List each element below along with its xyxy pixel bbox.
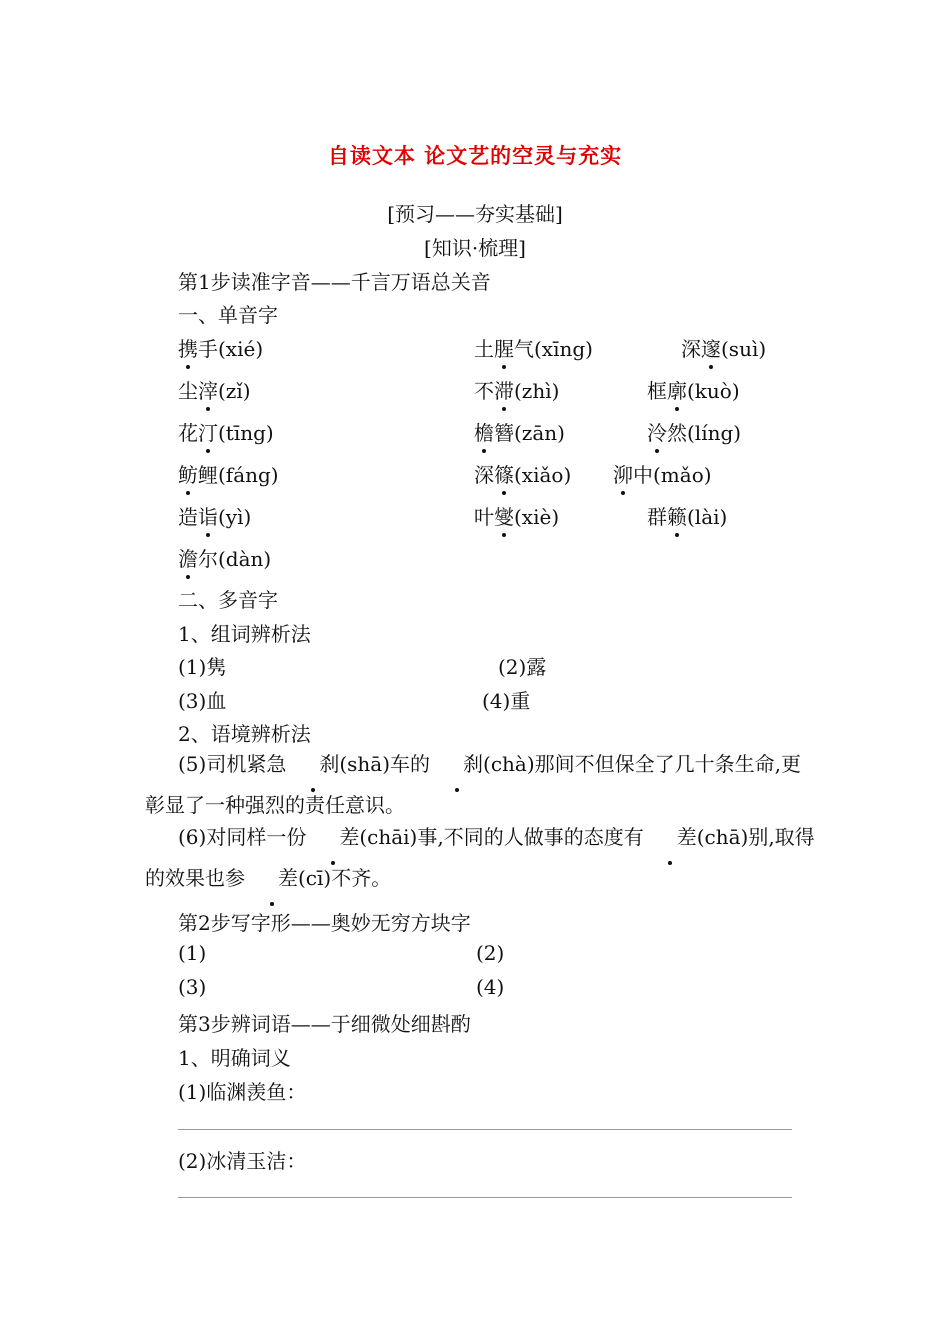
text-run: (chā)别,取得的效果也参 xyxy=(145,825,815,890)
pronunciation-item xyxy=(647,375,740,404)
emphasis-char: 檐 xyxy=(474,417,494,446)
text-run: (yì) xyxy=(218,505,252,529)
text-run: 土 xyxy=(474,337,494,361)
text-run: 中(mǎo) xyxy=(633,463,712,487)
text-run: 叶 xyxy=(474,505,494,529)
step2-item: (4) xyxy=(476,975,505,999)
context-item-6 xyxy=(145,817,815,899)
method1-heading: 1、组词辨析法 xyxy=(178,622,311,646)
text-run: 手(xié) xyxy=(198,337,264,361)
emphasis-char: 滞 xyxy=(494,375,514,404)
text-run: (5)司机紧急 xyxy=(178,752,287,776)
text-run: (zǐ) xyxy=(218,379,251,403)
text-run: 深 xyxy=(681,337,701,361)
text-run: 深 xyxy=(474,463,494,487)
emphasis-char: 汀 xyxy=(198,417,218,446)
text-run: (zhì) xyxy=(514,379,560,403)
text-run: (xiè) xyxy=(514,505,560,529)
text-run: (kuò) xyxy=(687,379,740,403)
step2-item: (3) xyxy=(178,975,207,999)
text-run: 框 xyxy=(647,379,667,403)
pronunciation-item xyxy=(474,501,559,530)
emphasis-char: 廓 xyxy=(667,375,687,404)
pronunciation-item xyxy=(647,417,741,446)
text-run: 尘 xyxy=(178,379,198,403)
text-run: 气(xīng) xyxy=(514,337,593,361)
text-run: 然(líng) xyxy=(667,421,742,445)
text-run: (cī)不齐。 xyxy=(298,866,392,890)
context-item-5 xyxy=(145,744,815,826)
pronunciation-item xyxy=(613,459,712,488)
pronunciation-item xyxy=(178,501,251,530)
emphasis-char: 鲂 xyxy=(178,459,198,488)
emphasis-char: 差 xyxy=(245,858,298,899)
method1-item: (2)露 xyxy=(498,655,547,679)
subsection-header: [知识·梳理] xyxy=(424,236,526,260)
text-run: (6)对同样一份 xyxy=(178,825,307,849)
answer-line[interactable] xyxy=(178,1129,792,1130)
step1-heading: 第1步读准字音——千言万语总关音 xyxy=(178,270,491,294)
page-title: 自读文本 论文艺的空灵与充实 xyxy=(327,144,623,168)
pronunciation-item xyxy=(178,459,279,488)
text-run: 造 xyxy=(178,505,198,529)
emphasis-char: 澹 xyxy=(178,543,198,572)
emphasis-char: 邃 xyxy=(701,333,721,362)
text-run: (shā)车的 xyxy=(339,752,431,776)
pronunciation-item xyxy=(647,501,727,530)
emphasis-char: 泠 xyxy=(647,417,667,446)
text-run: 尔(dàn) xyxy=(198,547,272,571)
text-run: (suì) xyxy=(721,337,767,361)
text-run: (lài) xyxy=(687,505,728,529)
method1-item: (1)隽 xyxy=(178,655,227,679)
text-run: (chà)那间不但保全了几十条生命,更彰显了一种强烈的责任意识。 xyxy=(145,752,801,817)
step3-part1-heading: 1、明确词义 xyxy=(178,1046,291,1070)
method1-item: (4)重 xyxy=(482,689,531,713)
pronunciation-item xyxy=(474,459,571,488)
part1-heading: 一、单音字 xyxy=(178,303,278,327)
method2-heading: 2、语境辨析法 xyxy=(178,722,311,746)
text-run: 花 xyxy=(178,421,198,445)
step3-heading: 第3步辨词语——于细微处细斟酌 xyxy=(178,1012,471,1036)
emphasis-char: 泖 xyxy=(613,459,633,488)
method1-item: (3)血 xyxy=(178,689,227,713)
pronunciation-item xyxy=(178,375,251,404)
section-header: [预习——夯实基础] xyxy=(387,202,563,226)
emphasis-char: 差 xyxy=(644,817,697,858)
word-item: (1)临渊羡鱼： xyxy=(178,1080,307,1104)
pronunciation-item xyxy=(178,333,263,362)
step2-heading: 第2步写字形——奥妙无穷方块字 xyxy=(178,911,471,935)
pronunciation-item xyxy=(681,333,766,362)
emphasis-char: 篠 xyxy=(494,459,514,488)
emphasis-char: 刹 xyxy=(286,744,339,785)
emphasis-char: 刹 xyxy=(430,744,483,785)
word-item: (2)冰清玉洁： xyxy=(178,1149,307,1173)
pronunciation-item xyxy=(178,543,271,572)
part2-heading: 二、多音字 xyxy=(178,588,278,612)
emphasis-char: 籁 xyxy=(667,501,687,530)
emphasis-char: 腥 xyxy=(494,333,514,362)
text-run: 簪(zān) xyxy=(494,421,565,445)
emphasis-char: 燮 xyxy=(494,501,514,530)
text-run: 鲤(fáng) xyxy=(198,463,279,487)
emphasis-char: 滓 xyxy=(198,375,218,404)
text-run: 群 xyxy=(647,505,667,529)
text-run: (chāi)事,不同的人做事的态度有 xyxy=(359,825,644,849)
step2-item: (1) xyxy=(178,941,207,965)
emphasis-char: 差 xyxy=(306,817,359,858)
pronunciation-item xyxy=(474,333,593,362)
text-run: (xiǎo) xyxy=(514,463,572,487)
pronunciation-item xyxy=(474,417,565,446)
step2-item: (2) xyxy=(476,941,505,965)
pronunciation-item xyxy=(474,375,559,404)
emphasis-char: 携 xyxy=(178,333,198,362)
emphasis-char: 诣 xyxy=(198,501,218,530)
answer-line[interactable] xyxy=(178,1197,792,1198)
pronunciation-item xyxy=(178,417,274,446)
text-run: (tīng) xyxy=(218,421,274,445)
text-run: 不 xyxy=(474,379,494,403)
